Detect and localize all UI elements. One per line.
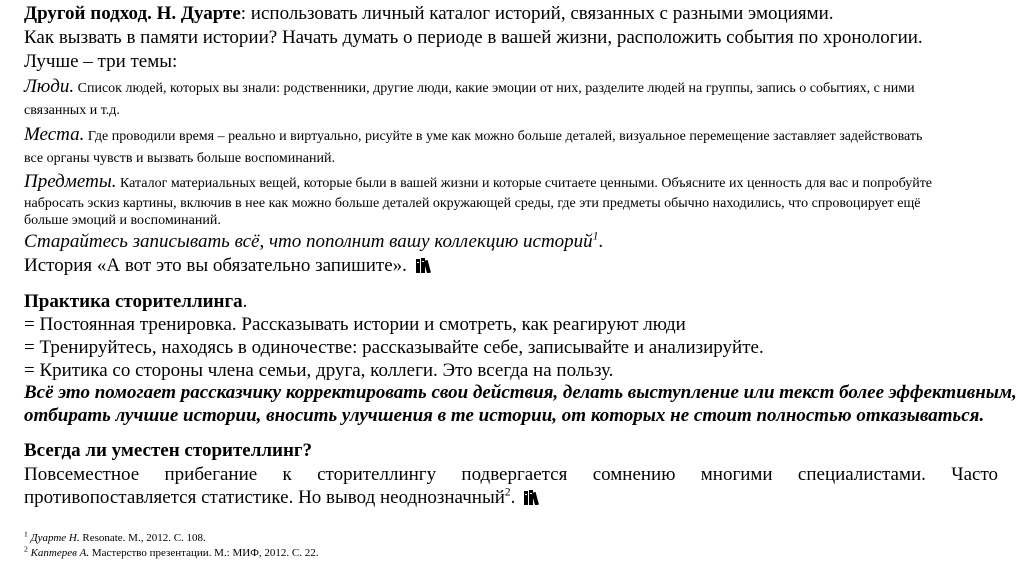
footnote-2 — [24, 544, 998, 559]
footnote-2-text: Мастерство презентации. М.: МИФ, 2012. С. 22. — [89, 547, 319, 559]
footnote-ref-2[interactable]: 2 — [504, 486, 511, 499]
practice-heading: Практика сторителлинга — [24, 291, 243, 312]
footnote-1-num: 1 — [24, 529, 28, 539]
always-heading: Всегда ли уместен сторителлинг? — [24, 440, 313, 461]
practice-summary-1: Всё это помогает рассказчику корректировать свои действия, делать выступление или текст более эффективным, — [24, 382, 1017, 403]
theme-people-line-2: связанных и т.д. — [24, 103, 120, 118]
story-line — [24, 256, 998, 279]
footnote-1-text: Resonate. М., 2012. С. 108. — [79, 532, 206, 544]
theme-places-line-2: все органы чувств и вызвать больше воспоминаний. — [24, 151, 335, 166]
practice-heading-line — [24, 292, 998, 313]
footnote-2-num: 2 — [24, 544, 28, 554]
footnote-2-author: Каптерев А. — [30, 547, 90, 559]
theme-objects-text-1: Каталог материальных вещей, которые были в вашей жизни и которые считаете ценными. Объясните их ценность для вас и попробуйте — [116, 176, 933, 191]
theme-people-text-1: Список людей, которых вы знали: родственники, другие люди, какие эмоции от них, разделите людей на группы, запись о событиях, с ними — [74, 81, 915, 96]
practice-summary-2: отбирать лучшие истории, вносить улучшения в те истории, от которых не стоит полностью отказываться. — [24, 405, 985, 426]
theme-objects-line-1 — [24, 172, 998, 193]
books-icon — [416, 258, 434, 279]
footnote-ref-1[interactable]: 1 — [592, 230, 599, 243]
theme-places-label: Места. — [24, 124, 85, 145]
practice-item-1: = Постоянная тренировка. Рассказывать истории и смотреть, как реагируют люди — [24, 314, 686, 335]
story-text: История «А вот это вы обязательно запишите». — [24, 255, 407, 276]
practice-item-3: = Критика со стороны члена семьи, друга, коллеги. Это всегда на пользу. — [24, 360, 614, 381]
footnote-1 — [24, 529, 998, 544]
always-line-2 — [24, 488, 998, 511]
advice-text: Старайтесь записывать всё, что пополнит вашу коллекцию историй — [24, 231, 593, 252]
intro-line-2: Как вызвать в памяти истории? Начать думать о периоде в вашей жизни, расположить события по хронологии. — [24, 27, 923, 48]
always-line-1: Повсеместное прибегание к сторителлингу подвергается сомнению многими специалистами. Часто — [24, 464, 998, 485]
theme-people-line-1 — [24, 77, 998, 98]
intro-line-1 — [24, 4, 998, 25]
practice-heading-end: . — [242, 291, 248, 312]
theme-places-line-1 — [24, 125, 998, 146]
theme-objects-label: Предметы. — [24, 171, 117, 192]
theme-people-label: Люди. — [24, 76, 75, 97]
intro-line-3: Лучше – три темы: — [24, 51, 178, 72]
always-text-2: противопоставляется статистике. Но вывод неоднозначный — [24, 487, 505, 508]
intro-heading: Другой подход. Н. Дуарте — [24, 3, 241, 24]
books-icon — [524, 490, 542, 511]
footnote-1-author: Дуарте Н. — [30, 532, 80, 544]
advice-line — [24, 232, 998, 253]
theme-objects-line-2: набросать эскиз картины, включив в нее как можно больше деталей окружающей среды, где эти предметы обычно находились, что спровоцирует ещё — [24, 196, 921, 211]
advice-end: . — [598, 231, 604, 252]
theme-objects-line-3: больше эмоций и воспоминаний. — [24, 213, 221, 228]
theme-places-text-1: Где проводили время – реально и виртуально, рисуйте в уме как можно больше деталей, визуальное перемещение заставляет задействовать — [84, 129, 923, 144]
always-end: . — [510, 487, 516, 508]
intro-heading-rest: : использовать личный каталог историй, связанных с разными эмоциями. — [240, 3, 834, 24]
practice-item-2: = Тренируйтесь, находясь в одиночестве: рассказывайте себе, записывайте и анализируйте. — [24, 337, 764, 358]
